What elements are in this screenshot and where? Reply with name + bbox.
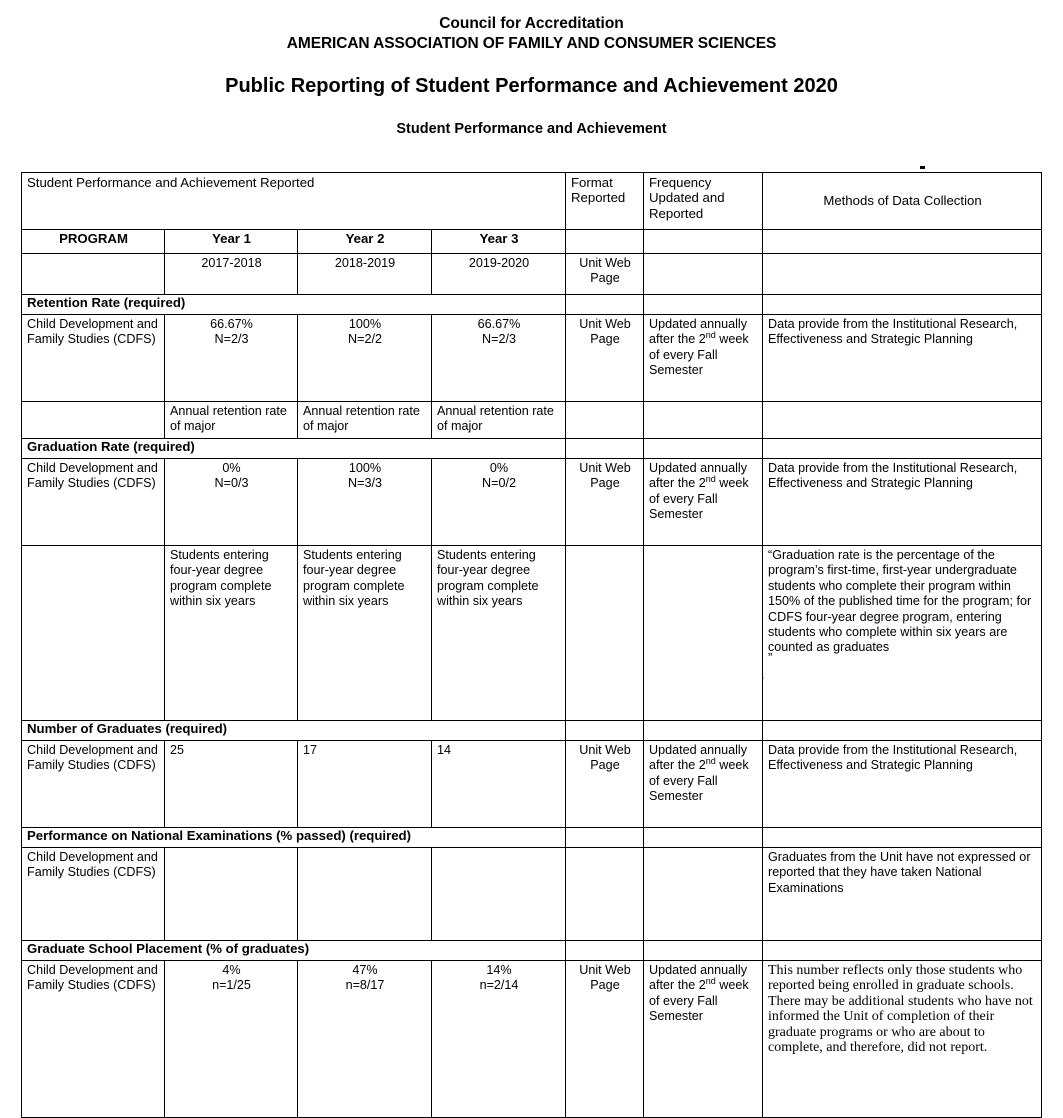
graduates-year-3-value: 14 [432, 741, 566, 828]
period-format-reported: Unit Web Page [566, 254, 644, 295]
exams-year-3-value [432, 848, 566, 941]
graduation-note-year-2: Students entering four-year degree program complete within six years [298, 546, 432, 721]
retention-note-year-1: Annual retention rate of major [165, 402, 298, 439]
graduation-note-frequency-blank [644, 546, 763, 721]
period-methods-blank [763, 254, 1042, 295]
student-performance-table [21, 172, 1042, 1118]
trailing-period: . [761, 667, 765, 682]
graduates-methods: Data provide from the Institutional Research, Effectiveness and Strategic Planning [763, 741, 1042, 828]
section-methods-blank [763, 439, 1042, 459]
table-row-graduates-data [22, 741, 1042, 828]
graduates-year-1-value: 25 [165, 741, 298, 828]
graduates-year-2-value: 17 [298, 741, 432, 828]
section-frequency-blank [644, 295, 763, 315]
section-methods-blank [763, 828, 1042, 848]
table-year-row [22, 230, 1042, 254]
retention-format-reported: Unit Web Page [566, 315, 644, 402]
section-title: Number of Graduates (required) [22, 721, 566, 741]
ordinal-suffix: nd [705, 474, 716, 485]
section-title: Graduation Rate (required) [22, 439, 566, 459]
section-header-graduate-school-placement [22, 941, 1042, 961]
council-line: Council for Accreditation [439, 15, 624, 32]
table-row-graduation-data [22, 459, 1042, 546]
graduation-year-1-value: 0% N=0/3 [165, 459, 298, 546]
retention-note-program-blank [22, 402, 165, 439]
ordinal-suffix: nd [705, 330, 716, 341]
period-year-3: 2019-2020 [432, 254, 566, 295]
section-format-blank [566, 295, 644, 315]
program-label: Child Development and Family Studies (CDFS) [22, 741, 165, 828]
retention-year-1-value: 66.67% N=2/3 [165, 315, 298, 402]
ordinal-suffix: nd [705, 976, 716, 987]
graduation-year-2-value: 100% N=3/3 [298, 459, 432, 546]
exams-year-2-value [298, 848, 432, 941]
section-header-retention-rate [22, 295, 1042, 315]
page-subtitle: Student Performance and Achievement [396, 121, 667, 137]
table-row-retention-data [22, 315, 1042, 402]
year-row-format-blank [566, 230, 644, 254]
graduation-note-year-1: Students entering four-year degree program complete within six years [165, 546, 298, 721]
table-row-graduation-note [22, 546, 1042, 721]
graduation-note-methods [763, 546, 1042, 721]
section-methods-blank [763, 295, 1042, 315]
graduates-format-reported: Unit Web Page [566, 741, 644, 828]
graduation-methods: Data provide from the Institutional Research, Effectiveness and Strategic Planning [763, 459, 1042, 546]
section-title: Retention Rate (required) [22, 295, 566, 315]
retention-frequency: Updated annually after the 2nd week of every Fall Semester [644, 315, 763, 402]
graduates-frequency: Updated annually after the 2nd week of every Fall Semester [644, 741, 763, 828]
section-frequency-blank [644, 439, 763, 459]
retention-note-methods-blank [763, 402, 1042, 439]
table-period-row [22, 254, 1042, 295]
placement-frequency: Updated annually after the 2nd week of every Fall Semester [644, 961, 763, 1118]
graduation-format-reported: Unit Web Page [566, 459, 644, 546]
table-header-row [22, 173, 1042, 230]
section-title: Performance on National Examinations (% passed) (required) [22, 828, 566, 848]
closing-quote: ” [768, 650, 773, 665]
table-row-retention-note [22, 402, 1042, 439]
section-header-number-of-graduates [22, 721, 1042, 741]
placement-year-2-value: 47% n=8/17 [298, 961, 432, 1118]
section-format-blank [566, 941, 644, 961]
exams-format-reported [566, 848, 644, 941]
graduation-note-year-3: Students entering four-year degree program complete within six years [432, 546, 566, 721]
retention-note-year-3: Annual retention rate of major [432, 402, 566, 439]
ordinal-suffix: nd [705, 756, 716, 767]
graduation-definition-quote: “Graduation rate is the percentage of the program’s first-time, first-year undergraduate students who complete their program within 150% of the published time for the program; for CDFS four-year degree program, entering students who complete within six years are counted as graduates [768, 548, 1032, 655]
header-format-reported: Format Reported [566, 173, 644, 230]
retention-note-frequency-blank [644, 402, 763, 439]
period-year-2: 2018-2019 [298, 254, 432, 295]
placement-year-3-value: 14% n=2/14 [432, 961, 566, 1118]
section-title: Graduate School Placement (% of graduates) [22, 941, 566, 961]
placement-format-reported: Unit Web Page [566, 961, 644, 1118]
exams-year-1-value [165, 848, 298, 941]
year-row-frequency-blank [644, 230, 763, 254]
table-row-exams-data [22, 848, 1042, 941]
document-heading [0, 0, 1063, 138]
section-methods-blank [763, 721, 1042, 741]
stray-tick-mark [920, 166, 925, 169]
section-header-graduation-rate [22, 439, 1042, 459]
exams-frequency [644, 848, 763, 941]
year-row-methods-blank [763, 230, 1042, 254]
section-format-blank [566, 721, 644, 741]
period-frequency-blank [644, 254, 763, 295]
program-label: Child Development and Family Studies (CDFS) [22, 848, 165, 941]
period-program-blank [22, 254, 165, 295]
retention-methods: Data provide from the Institutional Research, Effectiveness and Strategic Planning [763, 315, 1042, 402]
graduation-frequency: Updated annually after the 2nd week of every Fall Semester [644, 459, 763, 546]
section-frequency-blank [644, 941, 763, 961]
retention-note-year-2: Annual retention rate of major [298, 402, 432, 439]
section-frequency-blank [644, 828, 763, 848]
page-title: Public Reporting of Student Performance and Achievement 2020 [225, 75, 838, 97]
section-format-blank [566, 439, 644, 459]
section-frequency-blank [644, 721, 763, 741]
table-row-placement-data [22, 961, 1042, 1118]
placement-methods: This number reflects only those students who reported being enrolled in graduate schools. There may be additional students who have not informed the Unit of completion of their graduate programs or who are about to complete, and therefore, did not report. [763, 961, 1042, 1118]
retention-year-2-value: 100% N=2/2 [298, 315, 432, 402]
header-reported-group: Student Performance and Achievement Reported [22, 173, 566, 230]
section-methods-blank [763, 941, 1042, 961]
header-year-3: Year 3 [432, 230, 566, 254]
period-year-1: 2017-2018 [165, 254, 298, 295]
placement-year-1-value: 4% n=1/25 [165, 961, 298, 1118]
header-frequency: Frequency Updated and Reported [644, 173, 763, 230]
program-label: Child Development and Family Studies (CDFS) [22, 459, 165, 546]
program-label: Child Development and Family Studies (CDFS) [22, 961, 165, 1118]
section-format-blank [566, 828, 644, 848]
graduation-year-3-value: 0% N=0/2 [432, 459, 566, 546]
graduation-note-program-blank [22, 546, 165, 721]
graduation-note-format-blank [566, 546, 644, 721]
header-methods: Methods of Data Collection [763, 173, 1042, 230]
header-year-2: Year 2 [298, 230, 432, 254]
exams-methods: Graduates from the Unit have not expressed or reported that they have taken National Examinations [763, 848, 1042, 941]
program-label: Child Development and Family Studies (CDFS) [22, 315, 165, 402]
header-year-1: Year 1 [165, 230, 298, 254]
retention-year-3-value: 66.67% N=2/3 [432, 315, 566, 402]
header-program: PROGRAM [22, 230, 165, 254]
association-line: AMERICAN ASSOCIATION OF FAMILY AND CONSUMER SCIENCES [286, 35, 777, 52]
section-header-national-examinations [22, 828, 1042, 848]
retention-note-format-blank [566, 402, 644, 439]
